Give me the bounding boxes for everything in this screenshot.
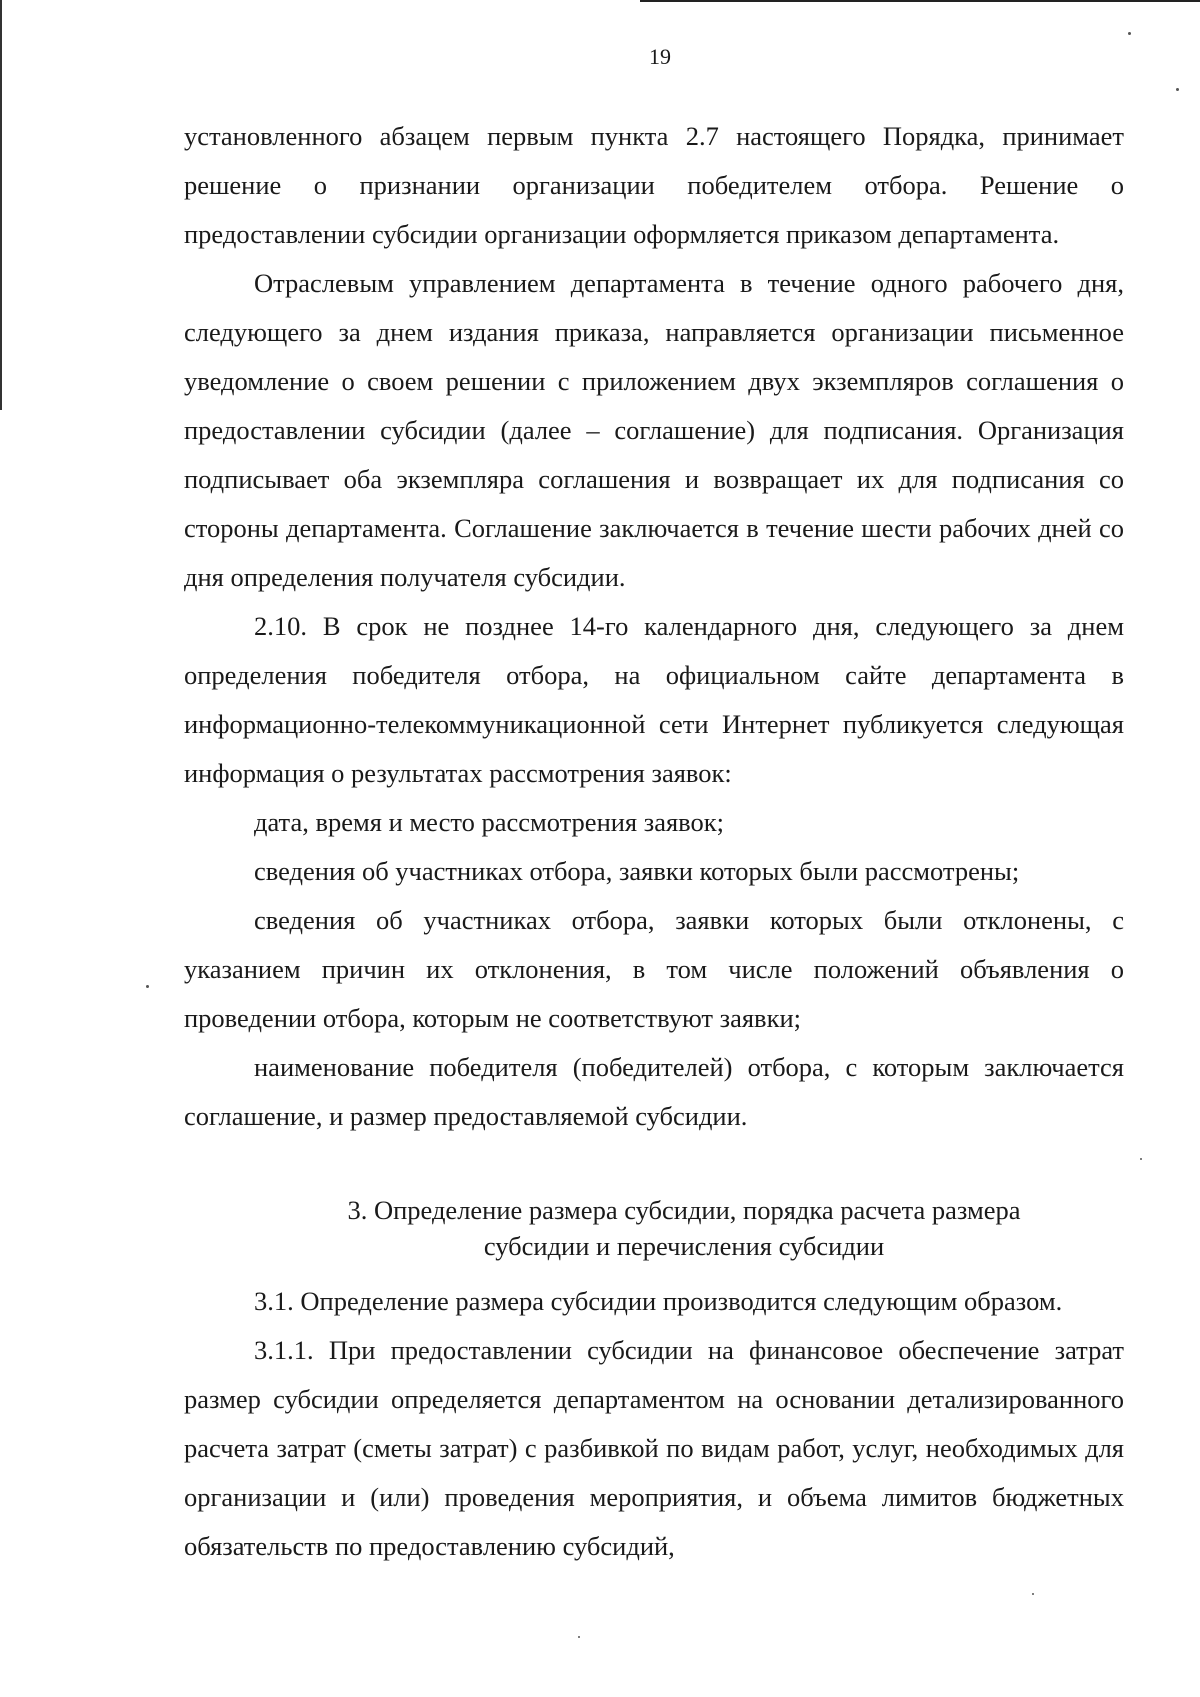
list-item-date: дата, время и место рассмотрения заявок;	[254, 807, 724, 837]
page-number: 19	[649, 44, 671, 69]
scan-speck	[1128, 32, 1131, 35]
section-heading-line-1: 3. Определение размера субсидии, порядка расчета размера	[347, 1195, 1021, 1225]
list-item-reviewed: сведения об участниках отбора, заявки которых были рассмотрены;	[254, 856, 1020, 886]
section-heading	[184, 1192, 1124, 1264]
scan-speck	[1140, 1158, 1142, 1160]
scan-speck	[146, 985, 149, 988]
paragraph-3-1-1: 3.1.1. При предоставлении субсидии на финансовое обеспечение затрат размер субсидии определяется департаментом на основании детализированного расчета затрат (сметы затрат) с разбивкой по видам работ, услуг, необходимых для организации и (или) проведения мероприятия, и объема лимитов бюджетных обязательств по предоставлению субсидий,	[184, 1335, 1124, 1561]
list-item-rejected: сведения об участниках отбора, заявки которых были отклонены, с указанием причин их отклонения, в том числе положений объявления о проведении отбора, которым не соответствуют заявки;	[184, 905, 1124, 1033]
section-heading-line-2: субсидии и перечисления субсидии	[483, 1231, 885, 1261]
body-text	[184, 112, 1124, 1141]
section-3-text	[184, 1277, 1124, 1571]
paragraph-continuation: установленного абзацем первым пункта 2.7 настоящего Порядка, принимает решение о признании организации победителем отбора. Решение о предоставлении субсидии организации оформляется приказом департамента.	[184, 121, 1124, 249]
scan-speck	[1176, 88, 1179, 91]
scan-edge-top	[640, 0, 1200, 2]
scan-speck	[578, 1636, 580, 1638]
paragraph-2-10: 2.10. В срок не позднее 14-го календарного дня, следующего за днем определения победителя отбора, на официальном сайте департамента в информационно-телекоммуникационной сети Интернет публикуется следующая информация о результатах рассмотрения заявок:	[184, 611, 1124, 788]
scan-speck	[1032, 1593, 1034, 1595]
list-item-winner: наименование победителя (победителей) отбора, с которым заключается соглашение, и размер предоставляемой субсидии.	[184, 1052, 1124, 1131]
paragraph-notification: Отраслевым управлением департамента в течение одного рабочего дня, следующего за днем издания приказа, направляется организации письменное уведомление о своем решении с приложением двух экземпляров соглашения о предоставлении субсидии (далее – соглашение) для подписания. Организация подписывает оба экземпляра соглашения и возвращает их для подписания со стороны департамента. Соглашение заключается в течение шести рабочих дней со дня определения получателя субсидии.	[184, 268, 1124, 592]
paragraph-3-1: 3.1. Определение размера субсидии производится следующим образом.	[254, 1286, 1063, 1316]
